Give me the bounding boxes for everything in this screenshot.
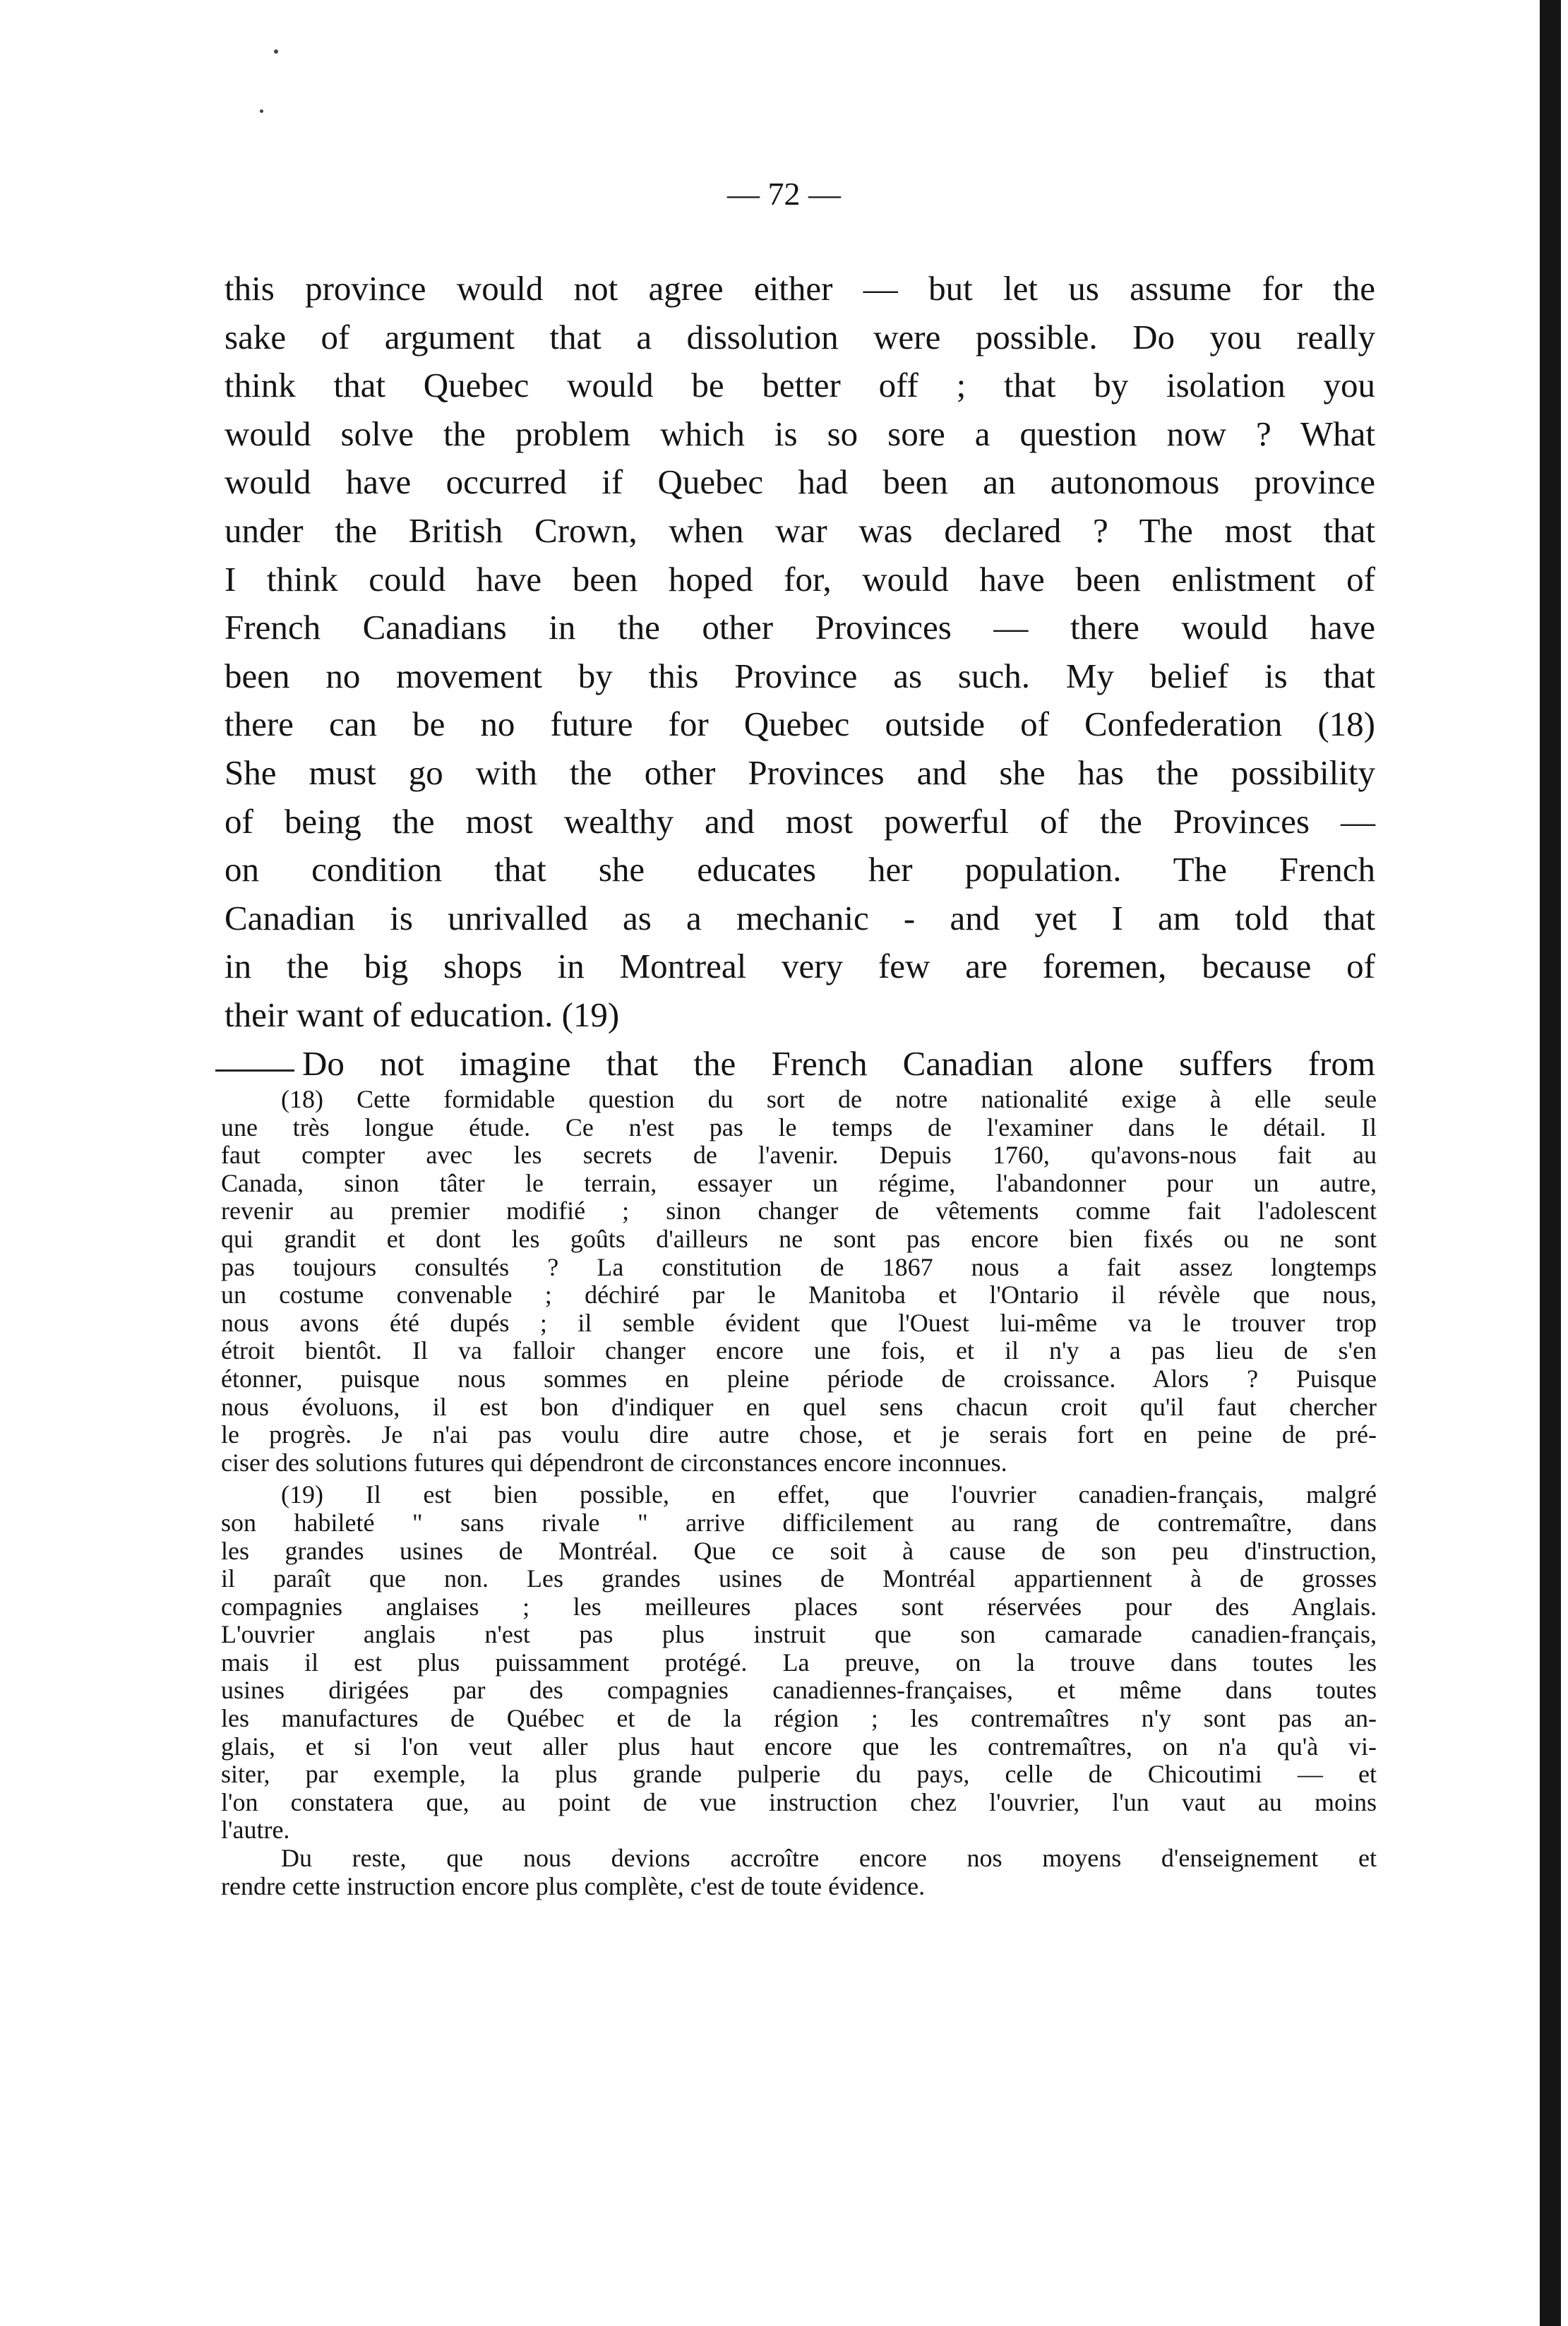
scan-speck [260,109,263,113]
footnote-line: revenir au premier modifié ; sinon changer de vêtements comme fait l'adolescent [221,1197,1377,1225]
body-line: would solve the problem which is so sore a question now ? What [225,414,1375,453]
footnote-line: étroit bientôt. Il va falloir changer encore une fois, et il n'y a pas lieu de s'en [221,1336,1377,1365]
footnote-line: il paraît que non. Les grandes usines de Montréal appartiennent à de grosses [221,1564,1377,1593]
main-body-text [225,265,1375,1088]
body-line: would have occurred if Quebec had been an autonomous province [225,462,1375,502]
footnote-line: le progrès. Je n'ai pas voulu dire autre chose, et je serais fort en peine de pré- [221,1420,1377,1449]
body-line: under the British Crown, when war was declared ? The most that [225,510,1375,550]
footnote-line: usines dirigées par des compagnies canadiennes-françaises, et même dans toutes [221,1676,1377,1705]
footnote-line: pas toujours consultés ? La constitution de 1867 nous a fait assez longtemps [221,1252,1377,1281]
body-line: in the big shops in Montreal very few are foremen, because of [225,947,1375,986]
footnote-line: rendre cette instruction encore plus complète, c'est de toute évidence. [221,1871,926,1900]
body-line: sake of argument that a dissolution were possible. Do you really [225,317,1375,356]
footnote-line: siter, par exemple, la plus grande pulperie du pays, celle de Chicoutimi — et [221,1760,1377,1789]
body-line: Canadian is unrivalled as a mechanic - and yet I am told that [225,898,1375,937]
footnote-line: Canada, sinon tâter le terrain, essayer un régime, l'abandonner pour un autre, [221,1168,1377,1197]
footnote-line: l'autre. [221,1816,290,1845]
footnote-line: ciser des solutions futures qui dépendront de circonstances encore inconnues. [221,1448,1007,1477]
footnote-line: glais, et si l'on veut aller plus haut encore que les contremaîtres, on n'a qu'à vi- [221,1732,1377,1761]
body-line: think that Quebec would be better off ; that by isolation you [225,366,1375,405]
footnote-18 [221,1086,1377,1477]
footnote-line: nous évoluons, il est bon d'indiquer en quel sens chacun croit qu'il faut chercher [221,1392,1377,1421]
body-line: on condition that she educates her population. The French [225,850,1375,889]
body-line: been no movement by this Province as such. My belief is that [225,656,1375,695]
body-line: Do not imagine that the French Canadian alone suffers from [302,1043,1375,1083]
footnote-line: L'ouvrier anglais n'est pas plus instruit que son camarade canadien-français, [221,1620,1377,1649]
footnote-line: (19) Il est bien possible, en effet, que l'ouvrier canadien-français, malgré [281,1480,1377,1509]
page-number: — 72 — [727,176,841,212]
footnote-line: les manufactures de Québec et de la région ; les contremaîtres n'y sont pas an- [221,1704,1377,1733]
footnote-line: un costume convenable ; déchiré par le Manitoba et l'Ontario il révèle que nous, [221,1281,1377,1309]
body-line: French Canadians in the other Provinces — there would have [225,608,1375,647]
footnote-line: compagnies anglaises ; les meilleures places sont réservées pour des Anglais. [221,1592,1377,1621]
footnote-line: une très longue étude. Ce n'est pas le temps de l'examiner dans le détail. Il [221,1113,1377,1141]
footnote-line: faut compter avec les secrets de l'avenir. Depuis 1760, qu'avons-nous fait au [221,1141,1377,1170]
footnote-line: l'on constatera que, au point de vue instruction chez l'ouvrier, l'un vaut au moins [221,1787,1377,1816]
body-line: this province would not agree either — but let us assume for the [225,269,1375,308]
footnote-line: qui grandit et dont les goûts d'ailleurs ne sont pas encore bien fixés ou ne sont [221,1224,1377,1253]
footnote-line: (18) Cette formidable question du sort de notre nationalité exige à elle seule [281,1085,1377,1113]
scan-speck [274,49,278,54]
footnotes [221,1086,1377,1900]
footnote-line: son habileté " sans rivale " arrive difficilement au rang de contremaître, dans [221,1508,1377,1537]
footnote-separator [215,1069,294,1072]
page-edge-bar [1540,0,1561,2326]
footnote-line: étonner, puisque nous sommes en pleine période de croissance. Alors ? Puisque [221,1364,1377,1393]
body-line: I think could have been hoped for, would have been enlistment of [225,559,1375,599]
body-line: their want of education. (19) [225,995,620,1034]
footnote-19 [221,1481,1377,1900]
footnote-line: nous avons été dupés ; il semble évident que l'Ouest lui-même va le trouver trop [221,1308,1377,1337]
footnote-line: mais il est plus puissamment protégé. La preuve, on la trouve dans toutes les [221,1648,1377,1677]
body-line: there can be no future for Quebec outside of Confederation (18) [225,705,1375,744]
footnote-line: les grandes usines de Montréal. Que ce soit à cause de son peu d'instruction, [221,1536,1377,1565]
body-line: of being the most wealthy and most powerful of the Provinces — [225,801,1375,841]
footnote-line: Du reste, que nous devions accroître encore nos moyens d'enseignement et [281,1844,1377,1873]
body-line: She must go with the other Provinces and she has the possibility [225,753,1375,792]
